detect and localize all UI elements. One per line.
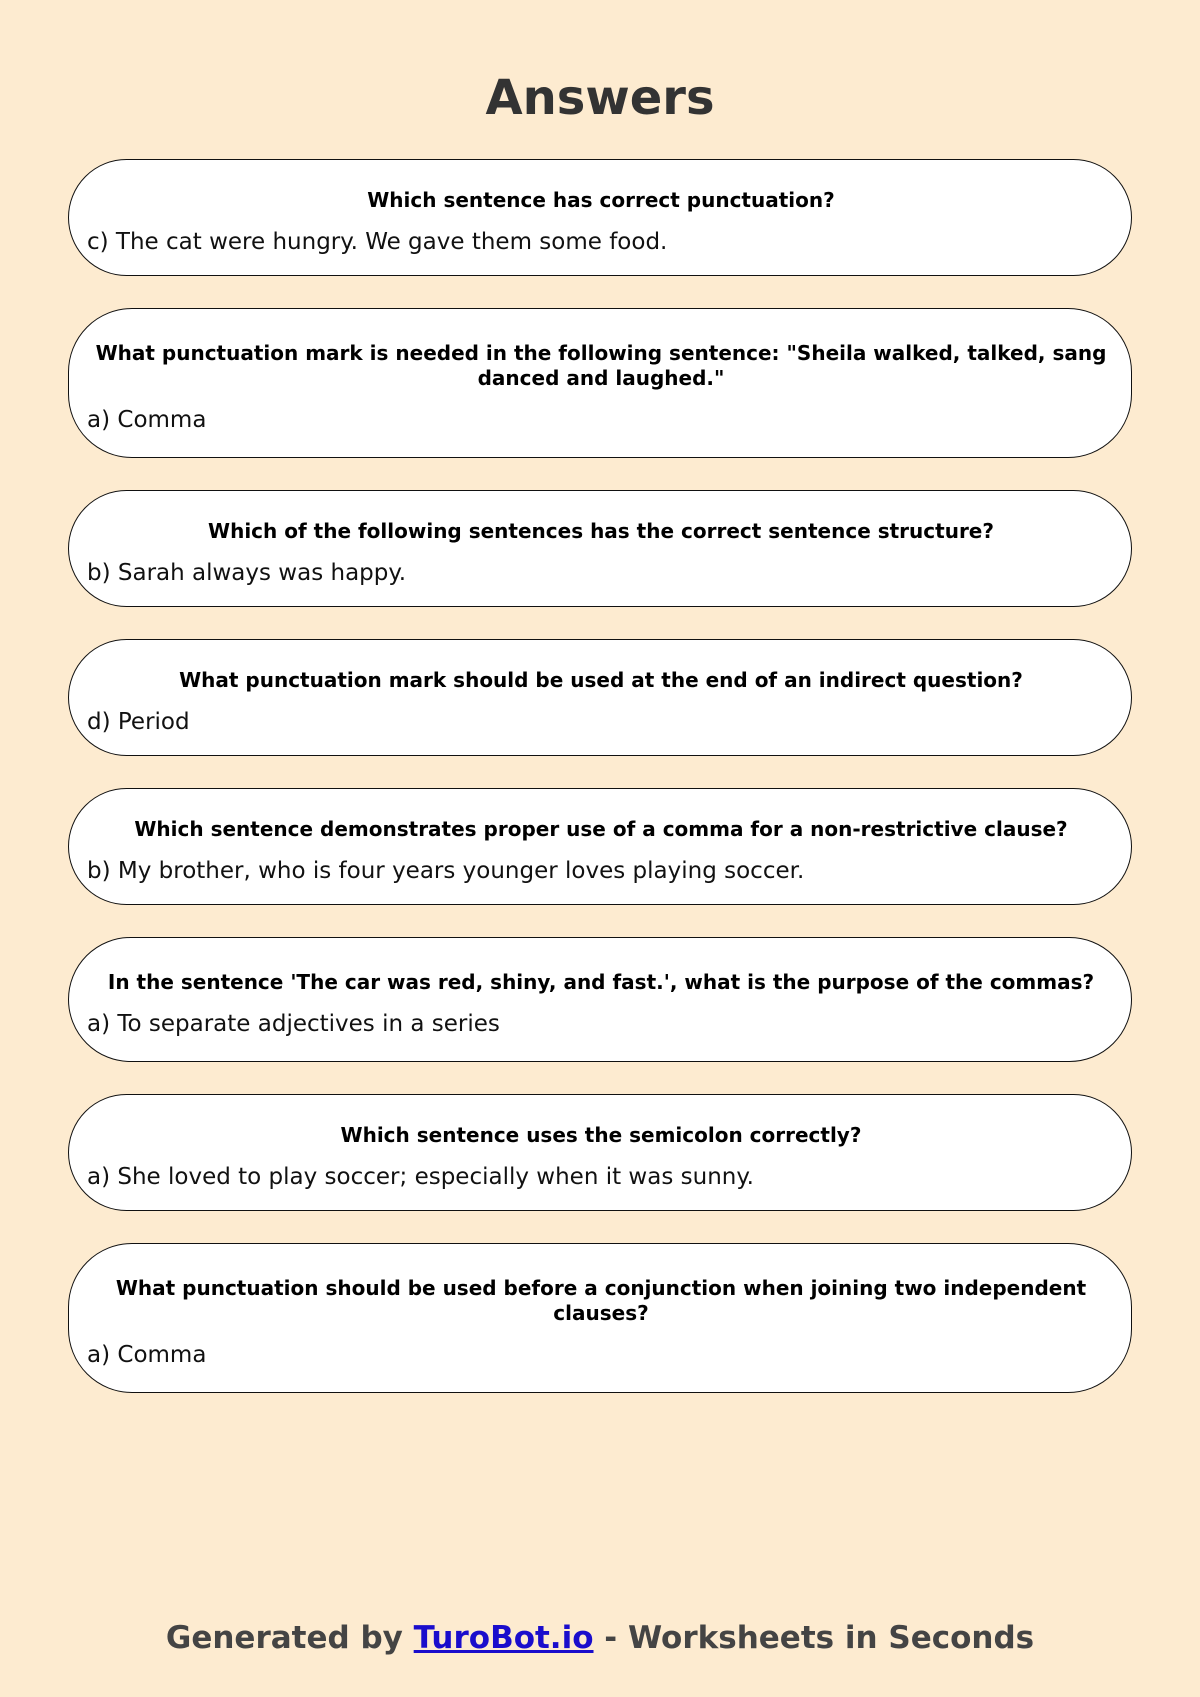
answer-card-3	[68, 490, 1132, 607]
footer	[0, 1618, 1200, 1658]
question-text: What punctuation mark should be used at the end of an indirect question?	[179, 668, 1023, 692]
turobot-link[interactable]: TuroBot.io	[413, 1620, 594, 1656]
answer-card-8	[68, 1243, 1132, 1393]
question-text: What punctuation mark is needed in the following sentence: "Sheila walked, talked, sang danced and laughed."	[95, 341, 1107, 390]
page-title: Answers	[485, 70, 715, 126]
question-text: Which sentence uses the semicolon correctly?	[340, 1123, 862, 1147]
answer-card-7	[68, 1094, 1132, 1211]
question-text: Which sentence demonstrates proper use of a comma for a non-restrictive clause?	[134, 817, 1068, 841]
footer-prefix: Generated by	[165, 1620, 414, 1656]
footer-suffix: - Worksheets in Seconds	[593, 1620, 1035, 1656]
question-text: Which sentence has correct punctuation?	[367, 188, 835, 212]
answers-list	[68, 159, 1132, 1425]
answer-text: d) Period	[87, 709, 190, 735]
question-text: Which of the following sentences has the correct sentence structure?	[208, 519, 994, 543]
answer-card-5	[68, 788, 1132, 905]
answer-card-2	[68, 308, 1132, 458]
answer-text: a) Comma	[87, 1342, 207, 1368]
question-text: In the sentence 'The car was red, shiny, and fast.', what is the purpose of the commas?	[107, 970, 1095, 994]
answer-text: c) The cat were hungry. We gave them some food.	[87, 229, 668, 255]
answer-card-1	[68, 159, 1132, 276]
question-text: What punctuation should be used before a conjunction when joining two independent clauses?	[115, 1276, 1087, 1325]
answer-text: a) Comma	[87, 407, 207, 433]
answer-text: b) My brother, who is four years younger loves playing soccer.	[87, 858, 805, 884]
answer-card-6	[68, 937, 1132, 1062]
answer-card-4	[68, 639, 1132, 756]
answer-text: a) To separate adjectives in a series	[87, 1011, 500, 1037]
answer-text: a) She loved to play soccer; especially when it was sunny.	[87, 1164, 754, 1190]
answer-text: b) Sarah always was happy.	[87, 560, 407, 586]
